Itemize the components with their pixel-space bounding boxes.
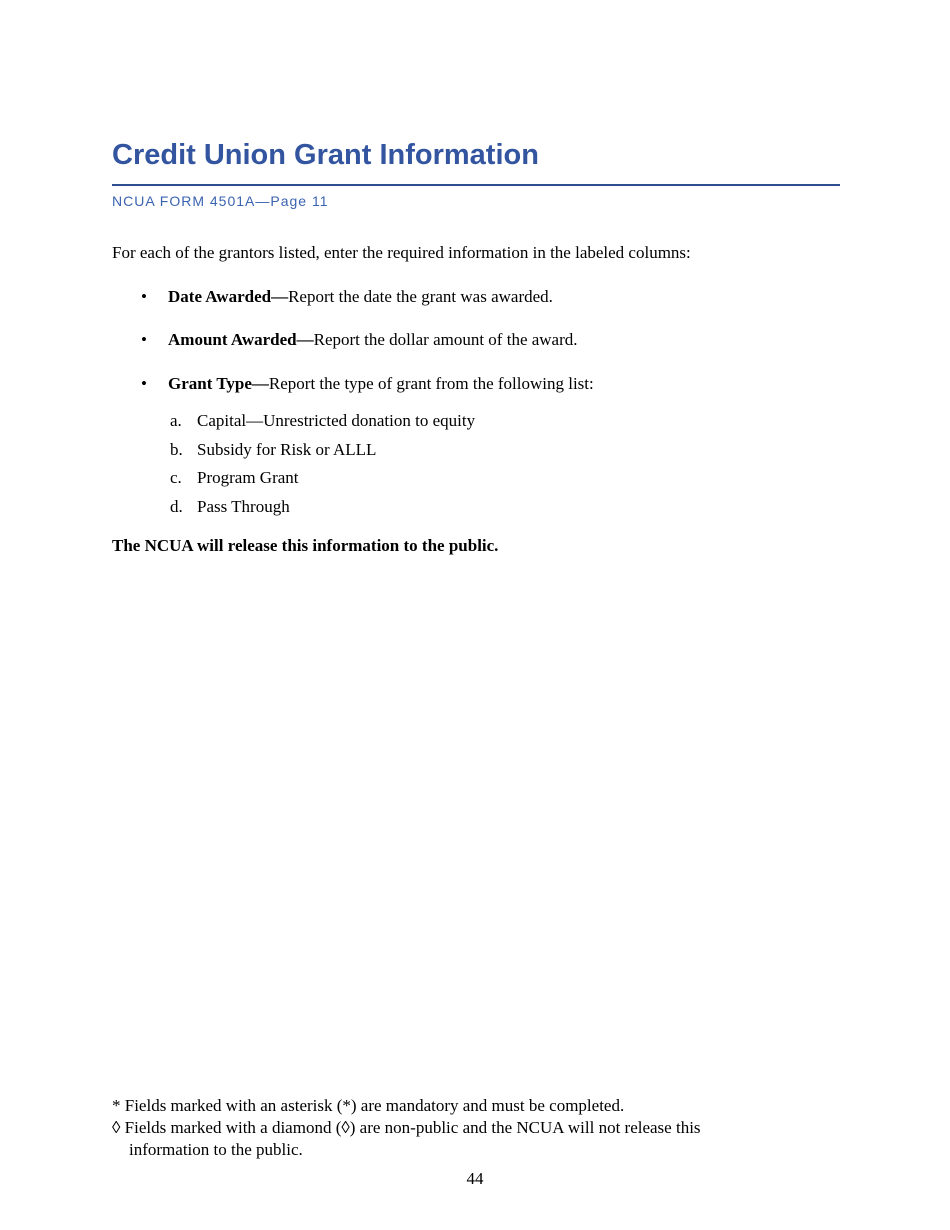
public-release-notice: The NCUA will release this information to the public. <box>112 536 499 555</box>
list-text: Program Grant <box>197 468 299 487</box>
bullet-text: Report the type of grant from the following list: <box>268 374 594 393</box>
title-divider <box>112 184 840 186</box>
asterisk-footnote: * Fields marked with an asterisk (*) are mandatory and must be completed. <box>112 1096 625 1115</box>
bullet-grant-type <box>141 374 594 394</box>
bullet-icon: • <box>141 374 147 393</box>
list-letter: c. <box>170 468 182 487</box>
bullet-term: Amount Awarded— <box>168 330 314 349</box>
diamond-footnote: ◊ Fields marked with a diamond (◊) are non-public and the NCUA will not release this <box>112 1118 701 1137</box>
list-item <box>170 493 475 522</box>
form-page-label: NCUA FORM 4501A—Page 11 <box>112 193 329 209</box>
list-text: Pass Through <box>197 496 290 516</box>
bullet-date-awarded <box>141 287 553 307</box>
bullet-text: Report the date the grant was awarded. <box>288 287 553 306</box>
bullet-amount-awarded <box>141 330 578 350</box>
grant-type-list <box>170 407 475 521</box>
diamond-footnote-continued: information to the public. <box>129 1140 303 1159</box>
list-letter: a. <box>170 411 182 430</box>
list-letter: b. <box>170 439 183 459</box>
page-number: 44 <box>466 1169 484 1188</box>
list-text: Capital—Unrestricted donation to equity <box>197 411 476 430</box>
list-item <box>170 436 475 465</box>
bullet-term: Date Awarded— <box>168 287 289 306</box>
list-item <box>170 464 475 493</box>
list-item <box>170 407 475 436</box>
page-title: Credit Union Grant Information <box>112 139 539 171</box>
list-text: Subsidy for Risk or ALLL <box>197 439 377 459</box>
bullet-icon: • <box>141 287 147 306</box>
bullet-text: Report the dollar amount of the award. <box>313 330 578 349</box>
list-letter: d. <box>170 496 183 516</box>
bullet-icon: • <box>141 330 147 349</box>
footnotes <box>112 1095 812 1161</box>
intro-paragraph: For each of the grantors listed, enter the required information in the labeled columns: <box>112 243 691 262</box>
bullet-term: Grant Type— <box>168 374 269 393</box>
